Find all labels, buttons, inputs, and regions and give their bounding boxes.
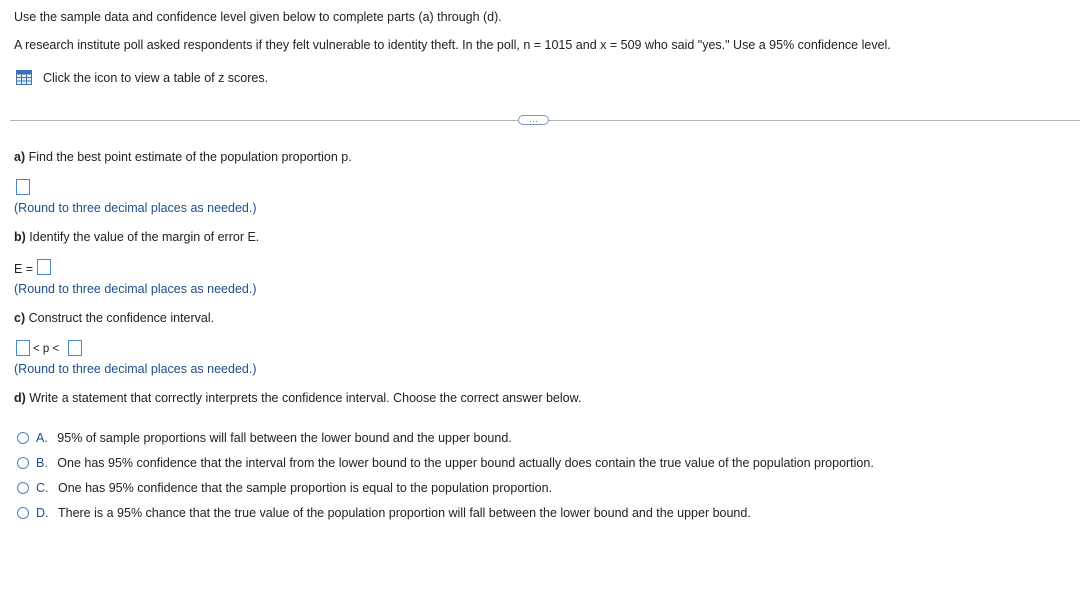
option-b-letter: B. [36, 456, 48, 470]
ztable-link[interactable]: Click the icon to view a table of z scores. [43, 71, 269, 85]
option-a-text: 95% of sample proportions will fall between the lower bound and the upper bound. [57, 431, 512, 445]
table-grid-icon[interactable] [16, 70, 32, 85]
part-b-rounding-hint: (Round to three decimal places as needed.) [14, 282, 257, 296]
part-c-label: c) [14, 311, 26, 325]
part-a-question [14, 150, 352, 164]
option-b[interactable] [36, 456, 874, 470]
ci-lower-bound-input[interactable] [16, 340, 30, 356]
part-a-rounding-hint: (Round to three decimal places as needed.) [14, 201, 257, 215]
option-a-radio[interactable] [17, 432, 29, 444]
part-a-label: a) [14, 150, 26, 164]
option-c-radio[interactable] [17, 482, 29, 494]
part-b-question [14, 230, 259, 244]
ci-upper-bound-input[interactable] [68, 340, 82, 356]
option-b-radio[interactable] [17, 457, 29, 469]
option-b-text: One has 95% confidence that the interval from the lower bound to the upper bound actually does contain the true value of the population proportion. [57, 456, 874, 470]
option-c-text: One has 95% confidence that the sample proportion is equal to the population proportion. [57, 481, 553, 495]
part-b-prompt: Identify the value of the margin of error E. [29, 230, 260, 244]
option-c-letter: C. [36, 481, 49, 495]
part-c-prompt: Construct the confidence interval. [28, 311, 215, 325]
part-c-rounding-hint: (Round to three decimal places as needed.) [14, 362, 257, 376]
part-c-question [14, 311, 214, 325]
option-d-letter: D. [36, 506, 49, 520]
instructions-text: Use the sample data and confidence level given below to complete parts (a) through (d). [14, 10, 502, 24]
margin-error-input[interactable] [37, 259, 51, 275]
option-d-radio[interactable] [17, 507, 29, 519]
part-b-label: b) [14, 230, 26, 244]
option-a-letter: A. [36, 431, 48, 445]
ci-inequality-symbol: < p < [33, 343, 60, 355]
option-d-text: There is a 95% chance that the true value of the population proportion will fall between the lower bound and the upper bound. [57, 506, 751, 520]
part-a-prompt: Find the best point estimate of the population proportion p. [28, 150, 352, 164]
option-c[interactable] [36, 481, 552, 495]
expand-more-button[interactable]: … [518, 115, 549, 125]
point-estimate-input[interactable] [16, 179, 30, 195]
margin-error-label: E = [14, 262, 34, 276]
part-d-label: d) [14, 391, 26, 405]
option-a[interactable] [36, 431, 512, 445]
option-d[interactable] [36, 506, 751, 520]
part-d-prompt: Write a statement that correctly interprets the confidence interval. Choose the correct answer below. [29, 391, 582, 405]
problem-statement: A research institute poll asked respondents if they felt vulnerable to identity theft. In the poll, n = 1015 and x = 509 who said "yes." Use a 95% confidence level. [14, 38, 891, 52]
part-d-question [14, 391, 581, 405]
